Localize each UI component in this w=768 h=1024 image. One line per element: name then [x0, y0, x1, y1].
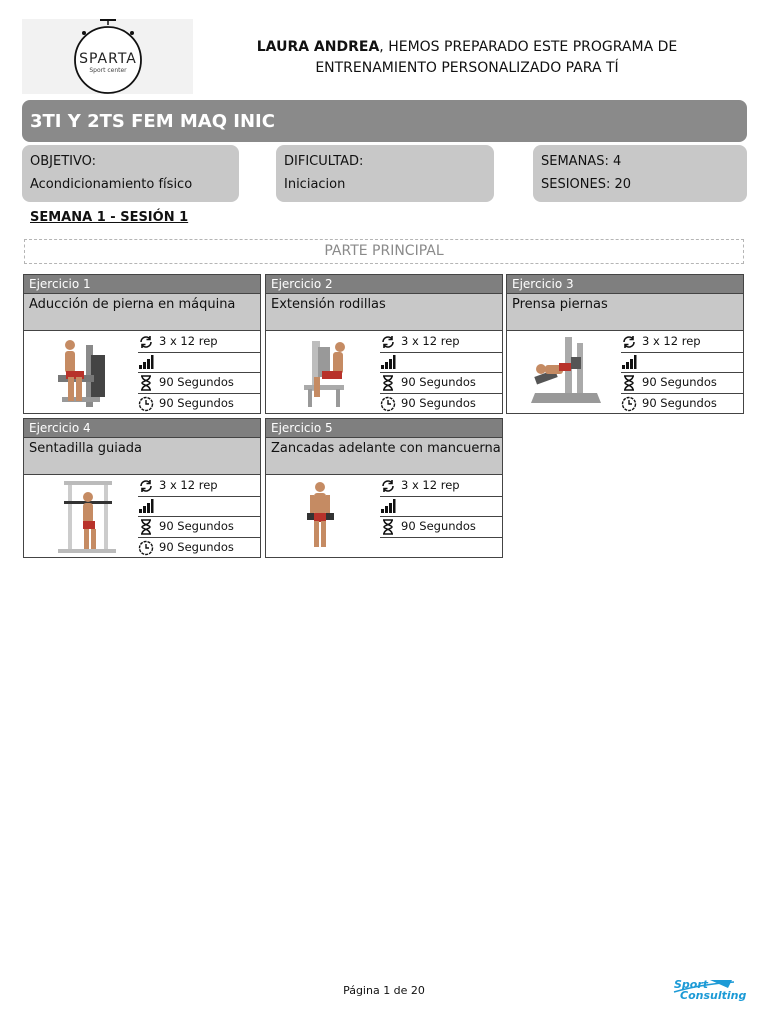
- greeting-line1: , HEMOS PREPARADO ESTE PROGRAMA DE: [379, 39, 678, 55]
- rest-row: [138, 373, 260, 394]
- intensity-bars-icon: [380, 498, 396, 514]
- exercise-name: Prensa piernas: [507, 294, 743, 331]
- time-value: 90 Segundos: [401, 396, 476, 411]
- exercise-card: [265, 274, 503, 414]
- intensity-bars-icon: [138, 354, 154, 370]
- intensity-row: [380, 497, 502, 518]
- sets-value: 3 x 12 rep: [642, 334, 701, 349]
- exercise-name: Aducción de pierna en máquina: [24, 294, 260, 331]
- repeat-icon: [380, 478, 396, 494]
- exercise-header: Ejercicio 2: [266, 275, 502, 294]
- sets-row: [138, 476, 260, 497]
- exercise-header: Ejercicio 4: [24, 419, 260, 438]
- exercise-card: [506, 274, 744, 414]
- objective-label: OBJETIVO:: [30, 154, 97, 169]
- difficulty-box: [276, 145, 494, 202]
- hourglass-icon: [621, 375, 637, 391]
- clock-icon: [621, 396, 637, 412]
- leg-extension-illustration: [270, 333, 376, 413]
- exercise-name: Extensión rodillas: [266, 294, 502, 331]
- greeting: [210, 37, 724, 79]
- exercise-header: Ejercicio 3: [507, 275, 743, 294]
- objective-box: [22, 145, 239, 202]
- page-number: Página 1 de 20: [343, 984, 425, 997]
- exercise-header: Ejercicio 1: [24, 275, 260, 294]
- intensity-bars-icon: [138, 498, 154, 514]
- exercise-card: [265, 418, 503, 558]
- athlete-name: LAURA ANDREA: [256, 39, 380, 55]
- intensity-row: [621, 353, 743, 374]
- rest-row: [380, 373, 502, 394]
- sets-row: [380, 332, 502, 353]
- sets-row: [138, 332, 260, 353]
- leg-press-illustration: [511, 333, 617, 413]
- time-row: [380, 538, 502, 559]
- section-title: PARTE PRINCIPAL: [24, 239, 744, 264]
- hourglass-icon: [138, 375, 154, 391]
- hourglass-icon: [380, 375, 396, 391]
- rest-value: 90 Segundos: [159, 375, 234, 390]
- logo-brand: SPARTA: [79, 51, 137, 67]
- intensity-row: [380, 353, 502, 374]
- exercise-card: [23, 274, 261, 414]
- brand-line1: Sport: [674, 978, 709, 991]
- rest-value: 90 Segundos: [401, 519, 476, 534]
- sets-value: 3 x 12 rep: [159, 334, 218, 349]
- exercise-name: Zancadas adelante con mancuerna: [266, 438, 502, 475]
- clock-icon: [138, 540, 154, 556]
- dumbbell-lunge-illustration: [270, 477, 376, 557]
- exercise-name: Sentadilla guiada: [24, 438, 260, 475]
- sets-value: 3 x 12 rep: [401, 334, 460, 349]
- difficulty-label: DIFICULTAD:: [284, 154, 364, 169]
- time-row: [621, 394, 743, 415]
- brand-line2: Consulting: [680, 989, 747, 1002]
- intensity-bars-icon: [621, 354, 637, 370]
- sessions-value: SESIONES: 20: [541, 177, 632, 192]
- repeat-icon: [380, 334, 396, 350]
- hourglass-icon: [380, 519, 396, 535]
- rest-value: 90 Segundos: [159, 519, 234, 534]
- rest-row: [621, 373, 743, 394]
- sets-row: [621, 332, 743, 353]
- time-row: [380, 394, 502, 415]
- repeat-icon: [138, 334, 154, 350]
- sparta-logo: [22, 19, 193, 94]
- intensity-bars-icon: [380, 354, 396, 370]
- smith-machine-squat-illustration: [28, 477, 134, 557]
- objective-value: Acondicionamiento físico: [30, 177, 193, 192]
- weeks-value: SEMANAS: 4: [541, 154, 622, 169]
- exercise-header: Ejercicio 5: [266, 419, 502, 438]
- hip-adduction-machine-illustration: [28, 333, 134, 413]
- greeting-line2: ENTRENAMIENTO PERSONALIZADO PARA TÍ: [315, 60, 619, 76]
- exercise-card: [23, 418, 261, 558]
- time-value: 90 Segundos: [159, 540, 234, 555]
- rest-row: [138, 517, 260, 538]
- sport-consulting-logo: [674, 979, 746, 1001]
- duration-box: [533, 145, 747, 202]
- hourglass-icon: [138, 519, 154, 535]
- sets-value: 3 x 12 rep: [401, 478, 460, 493]
- week-session-title: SEMANA 1 - SESIÓN 1: [30, 210, 189, 225]
- time-value: 90 Segundos: [159, 396, 234, 411]
- time-row: [138, 394, 260, 415]
- logo-tagline: Sport center: [89, 67, 127, 74]
- rest-value: 90 Segundos: [401, 375, 476, 390]
- clock-icon: [138, 396, 154, 412]
- intensity-row: [138, 353, 260, 374]
- repeat-icon: [621, 334, 637, 350]
- time-value: 90 Segundos: [642, 396, 717, 411]
- rest-value: 90 Segundos: [642, 375, 717, 390]
- rest-row: [380, 517, 502, 538]
- clock-icon: [380, 396, 396, 412]
- program-title: 3TI Y 2TS FEM MAQ INIC: [22, 100, 747, 142]
- intensity-row: [138, 497, 260, 518]
- sets-value: 3 x 12 rep: [159, 478, 218, 493]
- time-row: [138, 538, 260, 559]
- repeat-icon: [138, 478, 154, 494]
- sets-row: [380, 476, 502, 497]
- difficulty-value: Iniciacion: [284, 177, 346, 192]
